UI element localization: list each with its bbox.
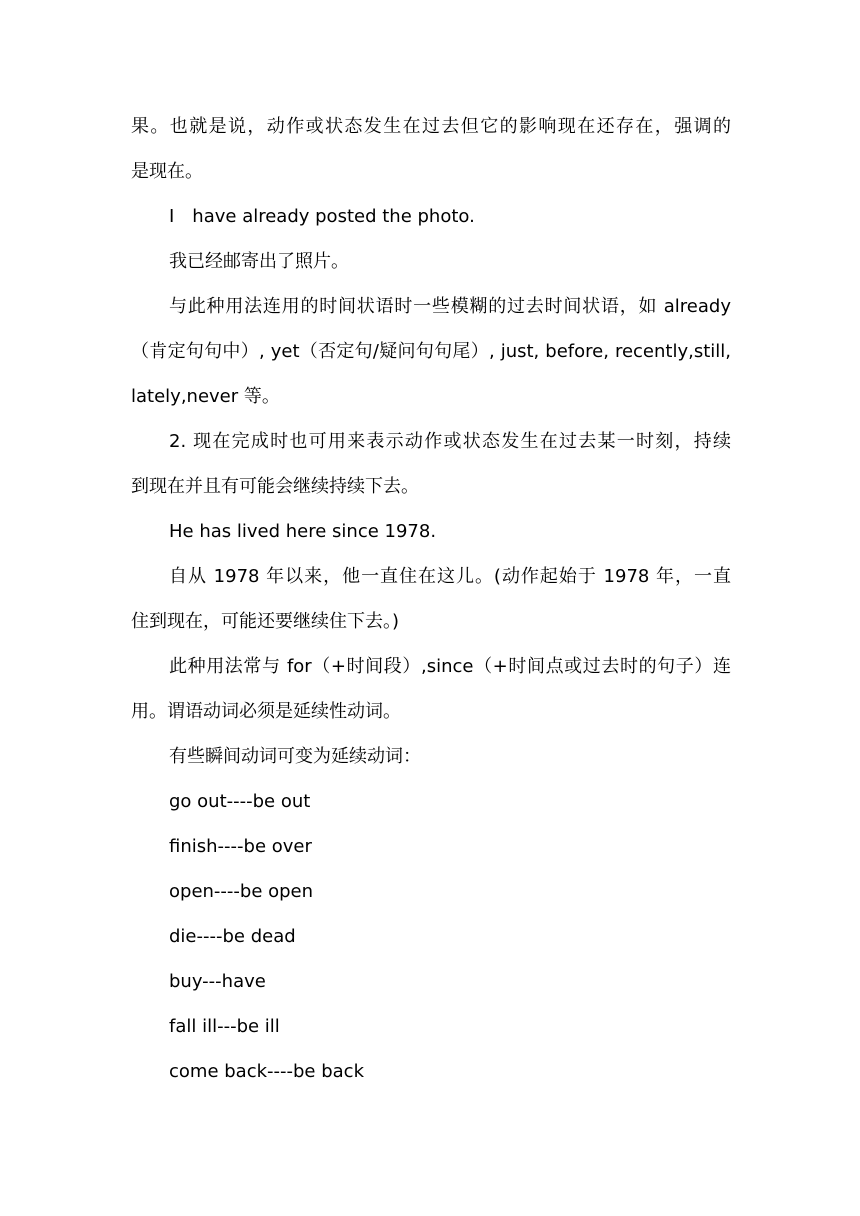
paragraph-line: （肯定句句中）, yet（否定句/疑问句句尾）, just, before, recently,still,	[131, 341, 731, 362]
verb-pair: finish----be over	[169, 836, 312, 857]
verb-pair: fall ill---be ill	[169, 1016, 280, 1037]
example-translation: 住到现在，可能还要继续住下去。)	[131, 611, 400, 632]
verb-pair: buy---have	[169, 971, 266, 992]
verb-pair: die----be dead	[169, 926, 296, 947]
paragraph-line: 有些瞬间动词可变为延续动词：	[169, 746, 421, 767]
example-translation: 我已经邮寄出了照片。	[169, 251, 349, 272]
paragraph-line: 果。也就是说，动作或状态发生在过去但它的影响现在还存在，强调的	[131, 116, 731, 137]
paragraph-line: 到现在并且有可能会继续持续下去。	[131, 476, 419, 497]
example-sentence: He has lived here since 1978.	[169, 521, 437, 542]
verb-pair: open----be open	[169, 881, 314, 902]
numbered-point: 2. 现在完成时也可用来表示动作或状态发生在过去某一时刻，持续	[169, 431, 731, 452]
example-sentence: I have already posted the photo.	[169, 206, 475, 227]
paragraph-line: 是现在。	[131, 161, 203, 182]
paragraph-line: 与此种用法连用的时间状语时一些模糊的过去时间状语，如 already	[169, 296, 731, 317]
verb-pair: go out----be out	[169, 791, 311, 812]
example-translation: 自从 1978 年以来，他一直住在这儿。(动作起始于 1978 年，一直	[169, 566, 731, 587]
paragraph-line: 此种用法常与 for（+时间段）,since（+时间点或过去时的句子）连	[169, 656, 731, 677]
paragraph-line: 用。谓语动词必须是延续性动词。	[131, 701, 401, 722]
paragraph-line: lately,never 等。	[131, 386, 280, 407]
verb-pair: come back----be back	[169, 1061, 364, 1082]
